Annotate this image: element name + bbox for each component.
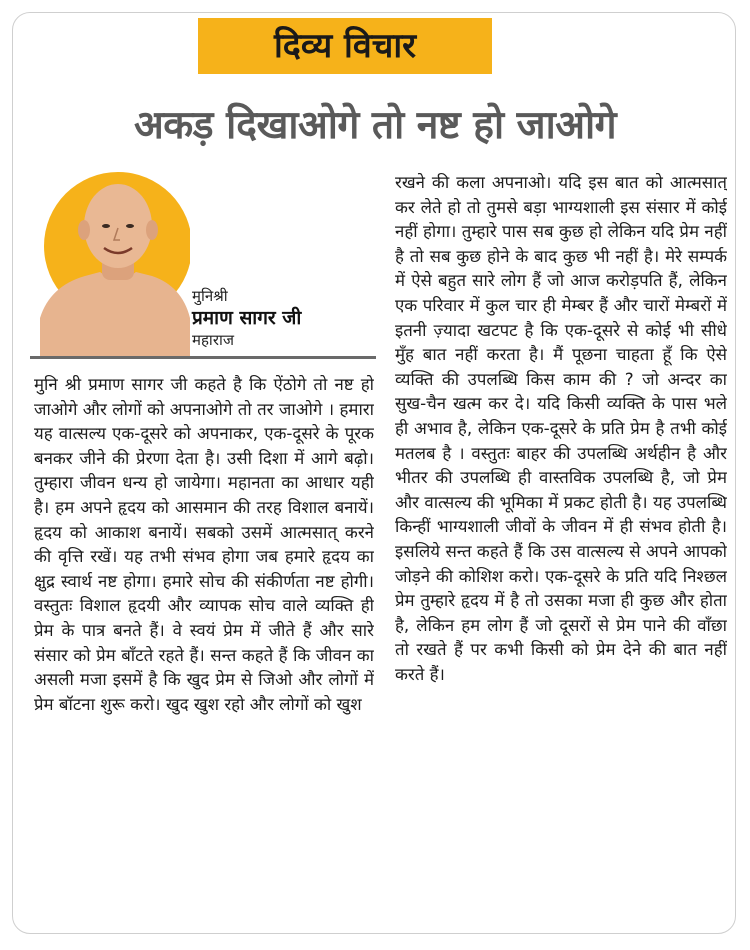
author-prefix: मुनिश्री [192,287,228,305]
portrait-ear-left [78,220,90,240]
author-divider-rule [30,356,376,359]
article-headline: अकड़ दिखाओगे तो नष्ट हो जाओगे [133,103,617,148]
article-column-1 [34,372,374,920]
article-column-2-text: रखने की कला अपनाओ। यदि इस बात को आत्मसात् कर लेते हो तो तुमसे बड़ा भाग्यशाली इस संसार में कोई नहीं होगा। तुम्हारे पास सब कुछ हो लेकिन यदि प्रेम नहीं है तो सब कुछ होने के बाद कुछ भी नहीं है। मेरे सम्पर्क में ऐसे बहुत सारे लोग हैं जो आज करोड़पति हैं, लेकिन एक परिवार में कुल चार ही मेम्बर हैं और चारों मेम्बरों में इतनी ज़्यादा खटपट है कि एक-दूसरे से कोई भी सीधे मुँह बात नहीं करता है। मैं पूछना चाहता हूँ कि ऐसे व्यक्ति की उपलब्धि किस काम की ? जो अन्दर का सुख-चैन खत्म कर दे। यदि किसी व्यक्ति के पास भले ही अभाव है, लेकिन एक-दूसरे के प्रति प्रेम है तभी कोई मतलब है । वस्तुतः बाहर की उपलब्धि अर्थहीन है और भीतर की उपलब्धि ही वास्तविक उपलब्धि है, जो प्रेम और वात्सल्य की भूमिका में प्रकट होती है। यह उपलब्धि किन्हीं भाग्यशाली जीवों के जीवन में ही संभव होती है। इसलिये सन्त कहते हैं कि उस वात्सल्य से अपने आपको जोड़ने की कोशिश करो। एक-दूसरे के प्रति यदि निश्छल प्रेम तुम्हारे हृदय में है तो उसका मजा ही कुछ और होता है, लेकिन हम लोग हैं जो दूसरों से प्रेम पाने की वाँछा तो रखते हैं पर कभी किसी को प्रेम देने की बात नहीं करते हैं। [395,172,727,684]
author-credit [192,285,367,351]
portrait-ear-right [146,220,158,240]
author-name: प्रमाण सागर जी [192,307,302,329]
author-photo [40,168,190,358]
section-banner [198,18,492,74]
article-column-2 [395,170,727,922]
portrait-eye-left [102,224,110,228]
article-column-1-text: मुनि श्री प्रमाण सागर जी कहते है कि ऐंठोगे तो नष्ट हो जाओगे और लोगों को अपनाओगे तो तर जाओगे । हमारा यह वात्सल्य एक-दूसरे को अपनाकर, एक-दूसरे के पूरक बनकर जीने की प्रेरणा देता है। उसी दिशा में आगे बढ़ो। तुम्हारा जीवन धन्य हो जायेगा। महानता का आधार यही है। हम अपने हृदय को आसमान की तरह विशाल बनायें। हृदय को आकाश बनायें। सबको उसमें आत्मसात् करने की वृत्ति रखें। यह तभी संभव होगा जब हमारे हृदय का क्षुद्र स्वार्थ नष्ट होगा। हमारे सोच की संकीर्णता नष्ट होगी। वस्तुतः विशाल हृदयी और व्यापक सोच वाले व्यक्ति ही प्रेम के पात्र बनते हैं। वे स्वयं प्रेम में जीते हैं और सारे संसार को प्रेम बाँटते रहते हैं। सन्त कहते हैं कि जीवन का असली मजा इसमें है कि खुद प्रेम से जिओ और लोगों में प्रेम बॉटना शुरू करो। खुद खुश रहो और लोगों को खुश [34,374,374,714]
author-suffix: महाराज [192,331,234,349]
section-banner-label: दिव्य विचार [273,26,417,66]
portrait-head [84,184,152,268]
author-portrait-illustration [40,168,190,358]
portrait-eye-right [126,224,134,228]
